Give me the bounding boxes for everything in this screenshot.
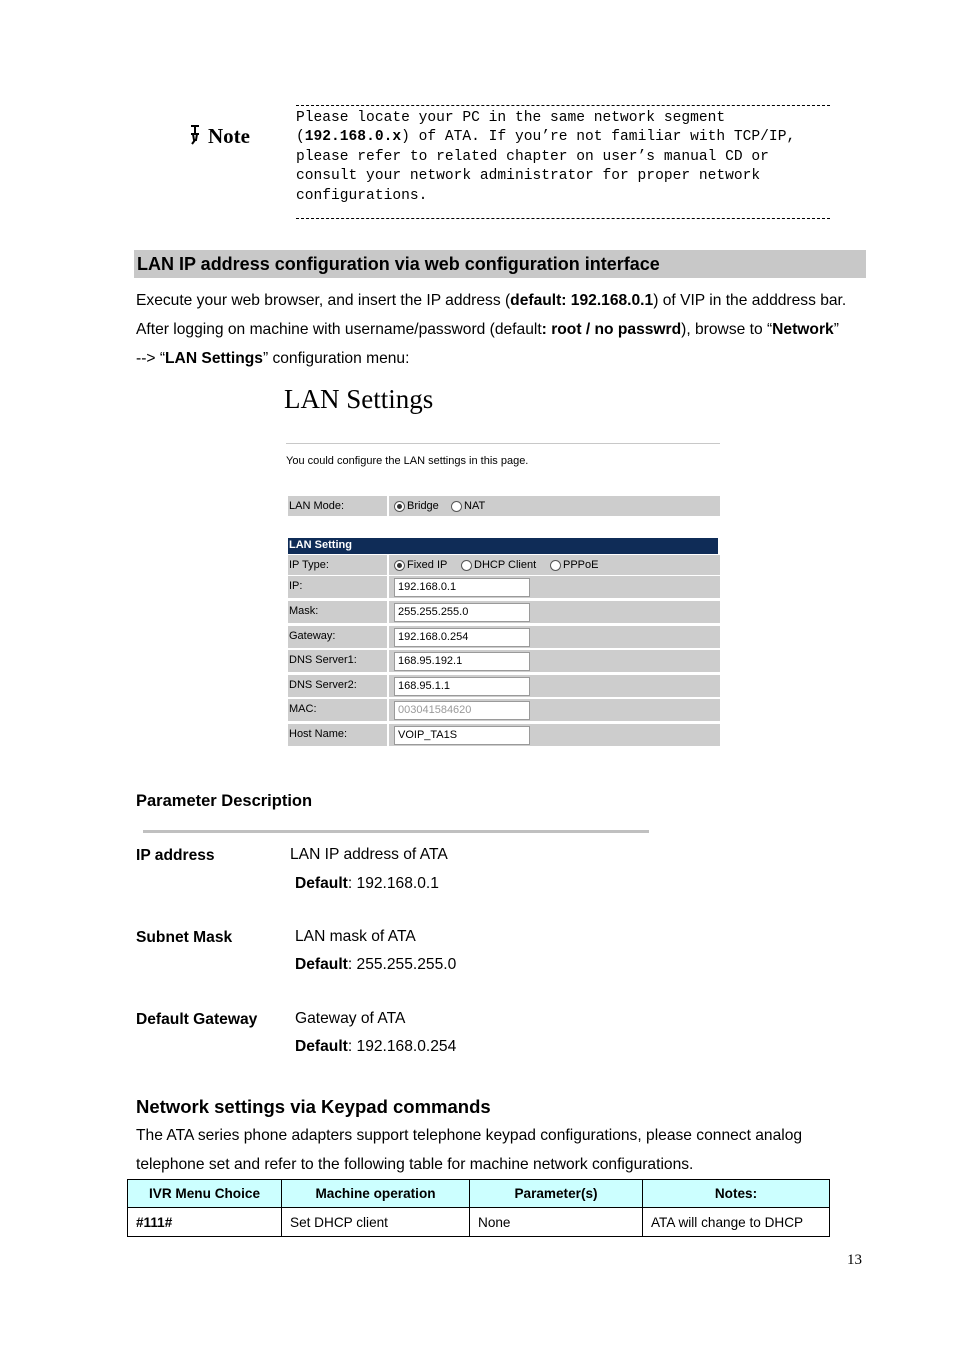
- field-label-ip: IP:: [289, 580, 303, 592]
- param-desc-ip: LAN IP address of ATA: [290, 846, 448, 863]
- lan-setting-header: LAN Setting: [288, 538, 718, 554]
- table-header: Machine operation: [282, 1180, 470, 1208]
- param-default-gateway: Default: 192.168.0.254: [295, 1038, 457, 1055]
- radio-bridge[interactable]: [394, 501, 405, 512]
- parameter-divider: [143, 830, 649, 833]
- ip-type-label: IP Type:: [289, 559, 329, 571]
- field-label-hostname: Host Name:: [289, 728, 348, 740]
- field-row-mask: [288, 601, 718, 623]
- table-header: IVR Menu Choice: [128, 1180, 282, 1208]
- field-label-dns1: DNS Server1:: [289, 654, 357, 666]
- lan-mode-row: [288, 496, 718, 516]
- field-row-dns2: [288, 675, 718, 697]
- param-default-mask: Default: 255.255.255.0: [295, 956, 457, 973]
- field-label-dns2: DNS Server2:: [289, 679, 357, 691]
- section-heading: LAN IP address configuration via web configuration interface: [134, 250, 866, 278]
- note-text: Please locate your PC in the same network segment (192.168.0.x) of ATA. If you’re not familiar with TCP/IP, please refer to related chapter on user’s manual CD or consult your network administrator for proper network configurations.: [296, 110, 796, 204]
- mask-input[interactable]: 255.255.255.0: [394, 603, 530, 622]
- field-row-gateway: [288, 626, 718, 648]
- table-header: Parameter(s): [470, 1180, 643, 1208]
- radio-nat[interactable]: [451, 501, 462, 512]
- ip-type-row: [288, 555, 718, 575]
- parameter-description-title: Parameter Description: [136, 792, 313, 810]
- field-label-mac: MAC:: [289, 703, 317, 715]
- field-row-hostname: [288, 724, 718, 746]
- param-desc-mask: LAN mask of ATA: [295, 928, 416, 945]
- dns1-input[interactable]: 168.95.192.1: [394, 652, 530, 671]
- lan-settings-title: LAN Settings: [284, 384, 434, 414]
- note-bottom-rule: [296, 218, 830, 219]
- page-number: 13: [847, 1252, 862, 1268]
- table-header: Notes:: [643, 1180, 830, 1208]
- note-top-rule: [296, 105, 830, 106]
- lan-mode-label: LAN Mode:: [289, 500, 345, 512]
- radio-bridge-label: Bridge: [407, 500, 439, 512]
- mac-input: 003041584620: [394, 701, 530, 720]
- dns2-input[interactable]: 168.95.1.1: [394, 677, 530, 696]
- radio-fixed-ip[interactable]: [394, 560, 405, 571]
- radio-pppoe-label: PPPoE: [563, 559, 599, 571]
- radio-dhcp-client[interactable]: [461, 560, 472, 571]
- radio-pppoe[interactable]: [550, 560, 561, 571]
- table-row: [128, 1208, 830, 1237]
- keypad-section-title: Network settings via Keypad commands: [136, 1096, 491, 1117]
- ip-input[interactable]: 192.168.0.1: [394, 578, 530, 597]
- field-row-mac: [288, 699, 718, 721]
- field-row-ip: [288, 576, 718, 598]
- table-cell: Set DHCP client: [282, 1208, 470, 1237]
- hostname-input[interactable]: VOIP_TA1S: [394, 726, 530, 745]
- gateway-input[interactable]: 192.168.0.254: [394, 628, 530, 647]
- table-cell: None: [470, 1208, 643, 1237]
- note-label: Note: [188, 124, 250, 149]
- param-desc-gateway: Gateway of ATA: [295, 1010, 406, 1027]
- param-name-gateway: Default Gateway: [136, 1011, 258, 1028]
- param-name-ip: IP address: [136, 847, 215, 864]
- ivr-table: [127, 1179, 830, 1237]
- field-row-dns1: [288, 650, 718, 672]
- field-label-gateway: Gateway:: [289, 630, 336, 642]
- keypad-paragraph: The ATA series phone adapters support telephone keypad configurations, please connect analog telephone set and refer to the following table for machine network configurations.: [136, 1127, 803, 1173]
- param-default-ip: Default: 192.168.0.1: [295, 875, 439, 892]
- radio-fixed-ip-label: Fixed IP: [407, 559, 448, 571]
- param-name-mask: Subnet Mask: [136, 929, 233, 946]
- table-header-row: [128, 1180, 830, 1208]
- radio-dhcp-client-label: DHCP Client: [474, 559, 537, 571]
- lan-description: You could configure the LAN settings in this page.: [286, 455, 529, 467]
- table-cell: #111#: [128, 1208, 282, 1237]
- intro-paragraph: Execute your web browser, and insert the IP address (default: 192.168.0.1) of VIP in the adddress bar. After logging on machine with username/password (default: root / no passwrd), browse to “Network” --> “LAN Settings” configuration menu:: [136, 292, 847, 367]
- lan-title-divider: [286, 443, 720, 444]
- pushpin-icon: [188, 125, 202, 145]
- table-cell: ATA will change to DHCP: [643, 1208, 830, 1237]
- radio-nat-label: NAT: [464, 500, 486, 512]
- field-label-mask: Mask:: [289, 605, 319, 617]
